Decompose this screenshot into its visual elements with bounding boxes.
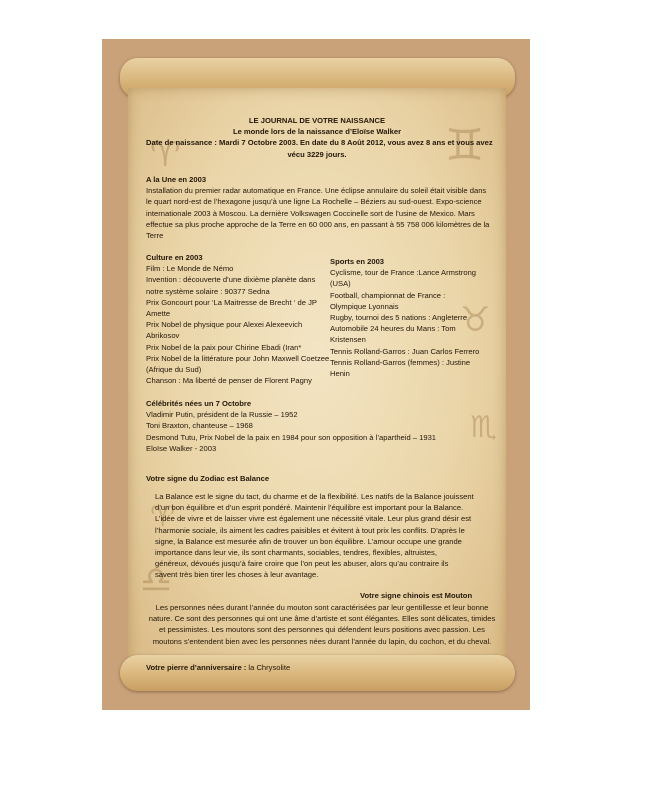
days-lived-line: vécu 3229 jours. — [287, 149, 347, 159]
text-line: Tennis Rolland-Garros (femmes) : Justine — [330, 357, 471, 367]
taurus-sign-icon: ♉ — [460, 300, 491, 340]
birthstone-label: Votre pierre d’anniversaire : — [146, 663, 247, 672]
journal-header — [146, 115, 493, 160]
text-line: Amette — [146, 309, 171, 319]
gemini-sign-icon: ♊ — [445, 120, 485, 171]
text-line: Olympique Lyonnais — [330, 301, 399, 311]
text-line: Desmond Tutu, Prix Nobel de la paix en 1984 pour son opposition à l’apartheid – 1931 — [146, 432, 437, 442]
text-line: Eloïse Walker - 2003 — [146, 443, 217, 453]
celebrities-section — [146, 398, 498, 454]
text-line: nature. Ce sont des personnes qui ont une âme d’artiste et sont élégantes. Elles sont délicates, timides — [148, 614, 496, 624]
text-line: signe, la Balance est mesurée afin de trouver un bon équilibre. L’amour occupe une grande — [155, 536, 462, 546]
birth-date-line: Date de naissance : Mardi 7 Octobre 2003. En date du 8 Août 2012, vous avez 8 ans et vous avez — [146, 138, 493, 148]
text-line: d’un bon équilibre et d’un esprit pondéré. Maintenir l’équilibre est important pour la Balance. — [155, 503, 464, 513]
text-line: Rugby, tournoi des 5 nations : Angleterre — [330, 313, 468, 323]
text-line: Prix Nobel de la paix pour Chirine Ebadi (Iran* — [146, 342, 302, 352]
text-line: Prix Nobel de physique pour Alexei Alexeevich — [146, 320, 303, 330]
text-line: Prix Nobel de la littérature pour John Maxwell Coetzee — [146, 353, 330, 363]
text-line: Vladimir Putin, président de la Russie – 1952 — [146, 410, 298, 420]
zodiac-heading: Votre signe du Zodiac est Balance — [146, 474, 270, 483]
text-line: L’idée de vivre et de laisser vivre est également une nécessité vitale. Leur plus grand désir est — [155, 514, 472, 524]
text-line: l’harmonie sociale, ils aiment les cadres paisibles et évitent à tout prix les conflits. D’après le — [155, 525, 465, 535]
text-line: Film : Le Monde de Némo — [146, 264, 234, 274]
text-line: Tennis Rolland-Garros : Juan Carlos Ferrero — [330, 346, 480, 356]
text-line: Cyclisme, tour de France :Lance Armstrong — [330, 268, 477, 278]
text-line: Toni Braxton, chanteuse – 1968 — [146, 421, 253, 431]
culture-section — [146, 252, 336, 386]
sports-section — [330, 256, 490, 379]
text-line: savent très bien tirer les choses à leur avantage. — [155, 570, 319, 580]
chinese-sign-heading: Votre signe chinois est Mouton — [360, 591, 473, 600]
text-line: Football, championnat de France : — [330, 290, 446, 300]
text-line: Prix Goncourt pour ‘La Maitresse de Brecht ‘ de JP — [146, 297, 317, 307]
page-subtitle: Le monde lors de la naissance d’Eloïse Walker — [232, 127, 402, 137]
aries-sign-icon: ♈ — [150, 135, 181, 175]
text-line: notre système solaire : 90377 Sedna — [146, 286, 270, 296]
text-line: généreux, dévoués jusqu’à faire croire que l’on peut les abuser, alors qu’au contraire ils — [155, 559, 449, 569]
page-title: LE JOURNAL DE VOTRE NAISSANCE — [248, 116, 386, 125]
text-line: (USA) — [330, 279, 351, 289]
text-line: Henin — [330, 369, 350, 379]
text-line: Installation du premier radar automatique en France. Une éclipse annulaire du soleil était visible dans — [146, 186, 487, 196]
section-heading: A la Une en 2003 — [146, 175, 207, 184]
text-line: Invention : découverte d’une dixième planète dans — [146, 275, 316, 285]
text-line: (Afrique du Sud) — [146, 365, 202, 375]
text-line: effectue sa plus proche approche de la Terre en 60 000 ans, en passant à 55 758 006 kilomètres de la — [146, 219, 490, 229]
text-line: Les personnes nées durant l’année du mouton sont caractérisées par leur gentillesse et leur bonne — [155, 603, 489, 612]
section-heading: Culture en 2003 — [146, 253, 203, 262]
scorpion-icon: ♏ — [470, 410, 497, 445]
text-line: internationale 2003 à Moscou. La dernière Volkswagen Coccinelle sort de l’usine de Mexico. Mars — [146, 208, 475, 218]
section-heading: Sports en 2003 — [330, 257, 385, 266]
headline-section — [146, 174, 498, 241]
text-line: le quart nord-est de l’hexagone jusqu’à une ligne La Rochelle – Béziers au sud-ouest. Expo-science — [146, 197, 482, 207]
text-line: moutons s’entendent bien avec les personnes nées durant l’année du lapin, du cochon, et du cheval. — [152, 636, 492, 646]
text-line: importance dans leur vie, ils sont charmants, sociables, tendres, flexibles, altruistes, — [155, 548, 437, 558]
text-line: Kristensen — [330, 335, 366, 345]
balance-icon: ♎ — [140, 560, 173, 601]
text-line: La Balance est le signe du tact, du charme et de la flexibilité. Les natifs de la Balance jouissent — [155, 492, 474, 501]
section-heading: Célébrités nées un 7 Octobre — [146, 399, 252, 408]
text-line: Abrikosov — [146, 331, 180, 341]
ram-icon: ♈ — [150, 500, 176, 533]
text-line: Chanson : Ma liberté de penser de Florent Pagny — [146, 376, 312, 386]
birthstone-value: la Chrysolite — [246, 663, 291, 672]
text-line: et pessimistes. Les moutons sont des personnes qui défendent leurs positions avec passion. Les — [159, 625, 485, 635]
zodiac-section — [155, 491, 495, 581]
text-line: Terre — [146, 231, 164, 241]
text-line: Automobile 24 heures du Mans : Tom — [330, 324, 456, 334]
birthstone-line — [146, 662, 290, 673]
chinese-sign-section — [146, 602, 498, 647]
